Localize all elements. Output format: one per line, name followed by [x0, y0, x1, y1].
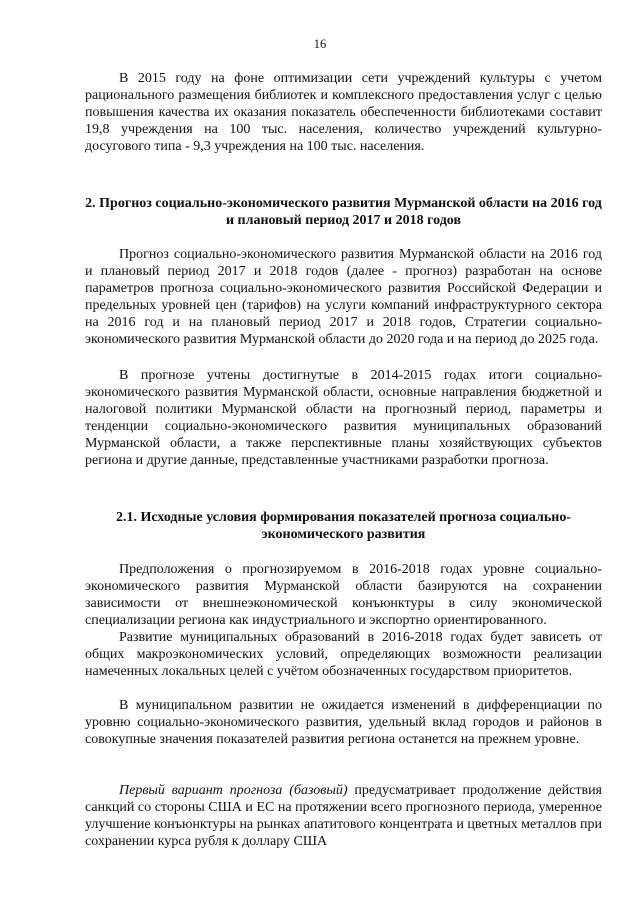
section-2-heading: 2. Прогноз социально-экономического развития Мурманской области на 2016 год и плановый период 2017 и 2018 годов [85, 196, 602, 228]
section-2-1-paragraph-2: Развитие муниципальных образований в 2016-2018 годах будет зависеть от общих макроэкономических условий, определяющих возможности реализации намеченных локальных целей с учётом обозначенных государством приоритетов. [85, 630, 602, 679]
section-2-1-heading: 2.1. Исходные условия формирования показателей прогноза социально-экономического развития [115, 510, 572, 542]
section-2-paragraph-1: Прогноз социально-экономического развития Мурманской области на 2016 год и плановый период 2017 и 2018 годов (далее - прогноз) разработан на основе параметров прогноза социально-экономического развития Российской Федерации и предельных уровней цен (тарифов) на услуги компаний инфраструктурного сектора на 2016 год и на плановый период 2017 и 2018 годов, Стратегии социально-экономического развития Мурманской области до 2020 года и на период до 2025 года. [85, 247, 602, 347]
section-2-1-paragraph-1: Предположения о прогнозируемом в 2016-2018 годах уровне социально-экономического развития Мурманской области базируются на сохранении зависимости от внешнеэкономической конъюнктуры в силу экономической специализации региона как индустриального и экспортно ориентированного. [85, 562, 602, 628]
variant-label: Первый вариант прогноза (базовый) [119, 783, 348, 798]
page-number: 16 [313, 37, 327, 51]
intro-paragraph: В 2015 году на фоне оптимизации сети учреждений культуры с учетом рационального размещения библиотек и комплексного предоставления услуг с целью повышения качества их оказания показатель обеспеченности библиотеками составит 19,8 учреждения на 100 тыс. населения, количество учреждений культурно-досугового типа - 9,3 учреждения на 100 тыс. населения. [85, 71, 602, 154]
section-2-1-paragraph-4 [85, 782, 602, 850]
section-2-paragraph-2: В прогнозе учтены достигнутые в 2014-2015 годах итоги социально-экономического развития Мурманской области, основные направления бюджетной и налоговой политики Мурманской области на прогнозный период, параметры и тенденции социально-экономического развития муниципальных образований Мурманской области, а также перспективные планы хозяйствующих субъектов региона и другие данные, представленные участниками разработки прогноза. [85, 368, 602, 468]
section-2-1-paragraph-3: В муниципальном развитии не ожидается изменений в дифференциации по уровню социально-экономического развития, удельный вклад городов и районов в совокупные значения показателей развития региона останется на прежнем уровне. [85, 698, 602, 747]
variant-text: предусматривает продолжение действия санкций со стороны США и ЕС на протяжении всего прогнозного периода, умеренное улучшение конъюнктуры на рынках апатитового концентрата и цветных металлов при сохранении курса рубля к доллару США [85, 783, 602, 849]
